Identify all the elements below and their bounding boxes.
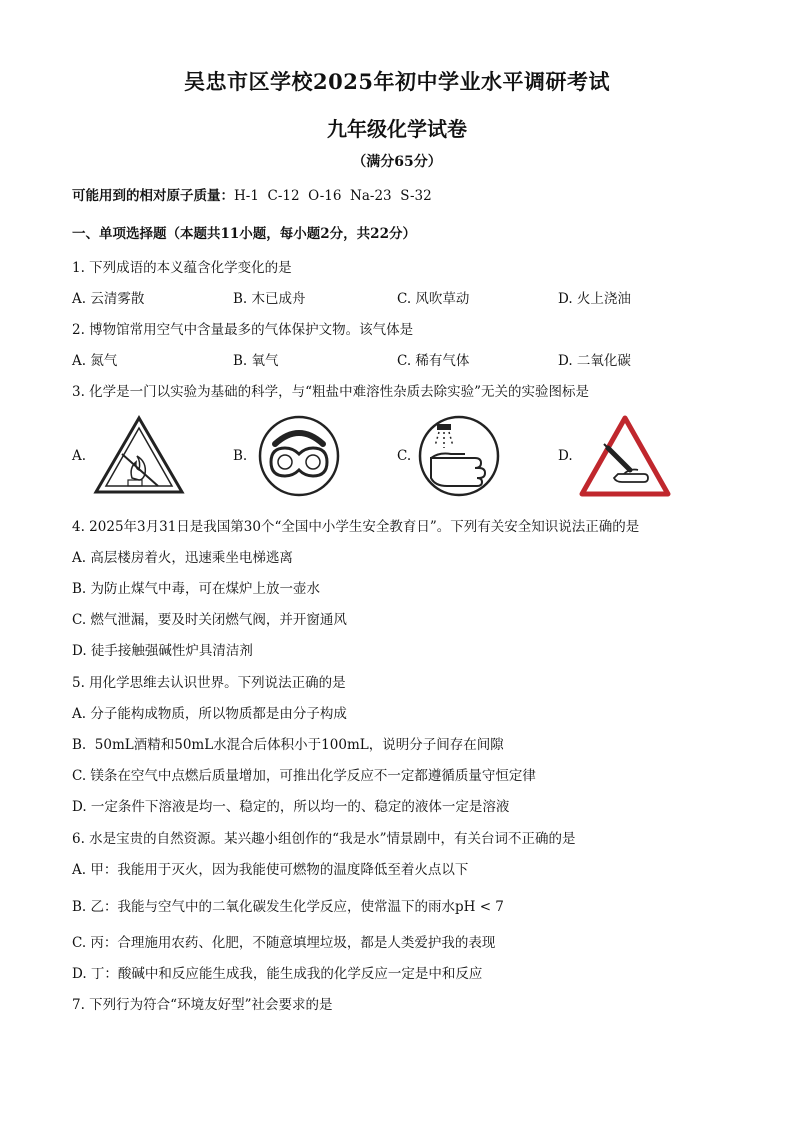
question-4-stem: 4. 2025年3月31日是我国第30个“全国中小学生安全教育日”。下列有关安全知识说法正确的是 [72, 519, 640, 535]
score-note: （满分65分） [352, 154, 442, 170]
option-b-label: B. [233, 448, 248, 464]
atomic-mass-label: 可能用到的相对原子质量： [72, 188, 234, 204]
goggles-icon [257, 414, 341, 498]
question-5-option-c: C. 镁条在空气中点燃后质量增加，可推出化学反应不一定都遵循质量守恒定律 [72, 768, 536, 784]
heating-icon [92, 414, 186, 496]
question-2-option-c: C. 稀有气体 [397, 353, 470, 369]
question-6-option-b: B. 乙：我能与空气中的二氧化碳发生化学反应，使常温下的雨水pH < 7 [72, 899, 504, 915]
question-6-option-c: C. 丙：合理施用农药、化肥，不随意填埋垃圾，都是人类爱护我的表现 [72, 935, 496, 951]
question-4-option-a: A. 高层楼房着火，迅速乘坐电梯逃离 [72, 550, 293, 566]
question-7-stem: 7. 下列行为符合“环境友好型”社会要求的是 [72, 997, 333, 1013]
question-3-stem: 3. 化学是一门以实验为基础的科学，与“粗盐中难溶性杂质去除实验”无关的实验图标是 [72, 384, 589, 400]
question-2-option-a: A. 氮气 [72, 353, 118, 369]
atomic-mass-values: H-1 C-12 O-16 Na-23 S-32 [234, 188, 432, 204]
question-1-option-d: D. 火上浇油 [558, 291, 631, 307]
question-4-option-c: C. 燃气泄漏，要及时关闭燃气阀，并开窗通风 [72, 612, 347, 628]
question-5-option-a: A. 分子能构成物质，所以物质都是由分子构成 [72, 706, 347, 722]
hand-wash-icon [417, 414, 501, 498]
question-6-stem: 6. 水是宝贵的自然资源。某兴趣小组创作的“我是水”情景剧中，有关台词不正确的是 [72, 831, 576, 847]
question-3-option-a [72, 414, 192, 500]
question-1-option-a: A. 云清雾散 [72, 291, 145, 307]
section-heading: 一、单项选择题（本题共11小题，每小题2分，共22分） [72, 226, 416, 242]
question-3-option-d [558, 414, 678, 500]
option-c-label: C. [397, 448, 412, 464]
question-6-option-d: D. 丁：酸碱中和反应能生成我，能生成我的化学反应一定是中和反应 [72, 966, 483, 982]
question-1-option-b: B. 木已成舟 [233, 291, 306, 307]
question-5-option-d: D. 一定条件下溶液是均一、稳定的，所以均一的、稳定的液体一定是溶液 [72, 799, 510, 815]
question-1-stem: 1. 下列成语的本义蕴含化学变化的是 [72, 260, 292, 276]
question-3-option-b [233, 414, 353, 500]
exam-title: 吴忠市区学校2025年初中学业水平调研考试 [184, 69, 610, 94]
option-d-label: D. [558, 448, 573, 464]
question-2-option-b: B. 氧气 [233, 353, 279, 369]
question-5-stem: 5. 用化学思维去认识世界。下列说法正确的是 [72, 675, 346, 691]
question-4-option-b: B. 为防止煤气中毒，可在煤炉上放一壶水 [72, 581, 321, 597]
question-3-option-c [397, 414, 517, 500]
question-6-option-a: A. 甲：我能用于灭火，因为我能使可燃物的温度降低至着火点以下 [72, 862, 469, 878]
question-2-stem: 2. 博物馆常用空气中含量最多的气体保护文物。该气体是 [72, 322, 414, 338]
atomic-mass-line [72, 184, 432, 204]
sharp-object-warning-icon [578, 414, 672, 498]
question-4-option-d: D. 徒手接触强碱性炉具清洁剂 [72, 643, 253, 659]
question-2-option-d: D. 二氧化碳 [558, 353, 631, 369]
question-1-option-c: C. 风吹草动 [397, 291, 470, 307]
option-a-label: A. [72, 448, 87, 464]
question-5-option-b: B. 50mL酒精和50mL水混合后体积小于100mL，说明分子间存在间隙 [72, 737, 504, 753]
exam-subtitle: 九年级化学试卷 [327, 117, 467, 141]
